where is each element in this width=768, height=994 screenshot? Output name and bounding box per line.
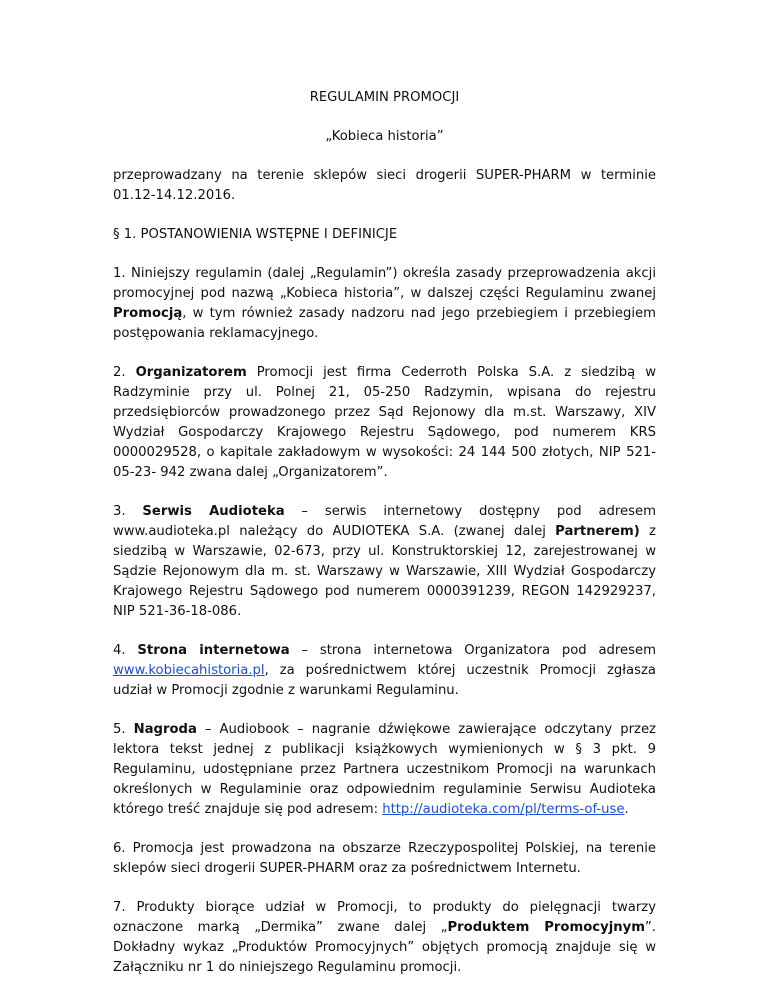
term-serwis-audioteka: Serwis Audioteka	[142, 504, 285, 519]
term-organizator: Organizatorem	[135, 365, 247, 380]
term-partner: Partnerem)	[555, 524, 640, 539]
paragraph-4: 4. Strona internetowa – strona internetowa Organizatora pod adresem www.kobiecahistoria.pl, za pośrednictwem której uczestnik Promocji zgłasza udział w Promocji zgodnie z warunkami Regulaminu.	[113, 643, 656, 698]
paragraph-6: 6. Promocja jest prowadzona na obszarze Rzeczypospolitej Polskiej, na terenie sklepów sieci drogerii SUPER-PHARM oraz za pośrednictwem Internetu.	[113, 841, 656, 876]
term-produkt-promocyjny: Produktem Promocyjnym	[447, 920, 645, 935]
paragraph-5: 5. Nagroda – Audiobook – nagranie dźwiękowe zawierające odczytany przez lektora tekst jednej z publikacji książkowych wymienionych w § 3 pkt. 9 Regulaminu, udostępniane przez Partnera uczestnikom Promocji na warunkach określonych w Regulaminie oraz odpowiednim regulaminie Serwisu Audioteka którego treść znajduje się pod adresem: http://audioteka.com/pl/terms-of-use.	[113, 722, 656, 817]
intro-paragraph: przeprowadzany na terenie sklepów sieci drogerii SUPER-PHARM w terminie 01.12-14.12.2016.	[113, 168, 656, 203]
term-promocja: Promocją	[113, 306, 183, 321]
paragraph-2: 2. Organizatorem Promocji jest firma Cederroth Polska S.A. z siedzibą w Radzyminie przy ul. Polnej 21, 05-250 Radzymin, wpisana do rejestru przedsiębiorców prowadzonego przez Sąd Rejonowy dla m.st. Warszawy, XIV Wydział Gospodarczy Krajowego Rejestru Sądowego, pod numerem KRS 0000029528, o kapitale zakładowym w wysokości: 24 144 500 złotych, NIP 521-05-23- 942 zwana dalej „Organizatorem”.	[113, 365, 656, 480]
paragraph-1: 1. Niniejszy regulamin (dalej „Regulamin”) określa zasady przeprowadzenia akcji promocyjnej pod nazwą „Kobieca historia”, w dalszej części Regulaminu zwanej Promocją, w tym również zasady nadzoru nad jego przebiegiem i przebiegiem postępowania reklamacyjnego.	[113, 266, 656, 341]
section-heading: § 1. POSTANOWIENIA WSTĘPNE I DEFINICJE	[113, 227, 398, 242]
kobiecahistoria-link[interactable]: www.kobiecahistoria.pl	[113, 663, 265, 678]
term-nagroda: Nagroda	[133, 722, 197, 737]
terms-of-use-link[interactable]: http://audioteka.com/pl/terms-of-use	[382, 802, 625, 817]
paragraph-7: 7. Produkty biorące udział w Promocji, to produkty do pielęgnacji twarzy oznaczone marką „Dermika” zwane dalej „Produktem Promocyjnym”. Dokładny wykaz „Produktów Promocyjnych” objętych promocją znajduje się w Załączniku nr 1 do niniejszego Regulaminu promocji.	[113, 900, 656, 975]
promotion-name: „Kobieca historia”	[325, 129, 444, 144]
paragraph-3: 3. Serwis Audioteka – serwis internetowy dostępny pod adresem www.audioteka.pl należący do AUDIOTEKA S.A. (zwanej dalej Partnerem) z siedzibą w Warszawie, 02-673, przy ul. Konstruktorskiej 12, zarejestrowanej w Sądzie Rejonowym dla m. st. Warszawy w Warszawie, XIII Wydział Gospodarczy Krajowego Rejestru Sądowego pod numerem 0000391239, REGON 142929237, NIP 521-36-18-086.	[113, 504, 657, 619]
document-title: REGULAMIN PROMOCJI	[309, 90, 460, 105]
term-strona-internetowa: Strona internetowa	[137, 643, 290, 658]
audioteka-address: www.audioteka.pl	[113, 524, 230, 539]
